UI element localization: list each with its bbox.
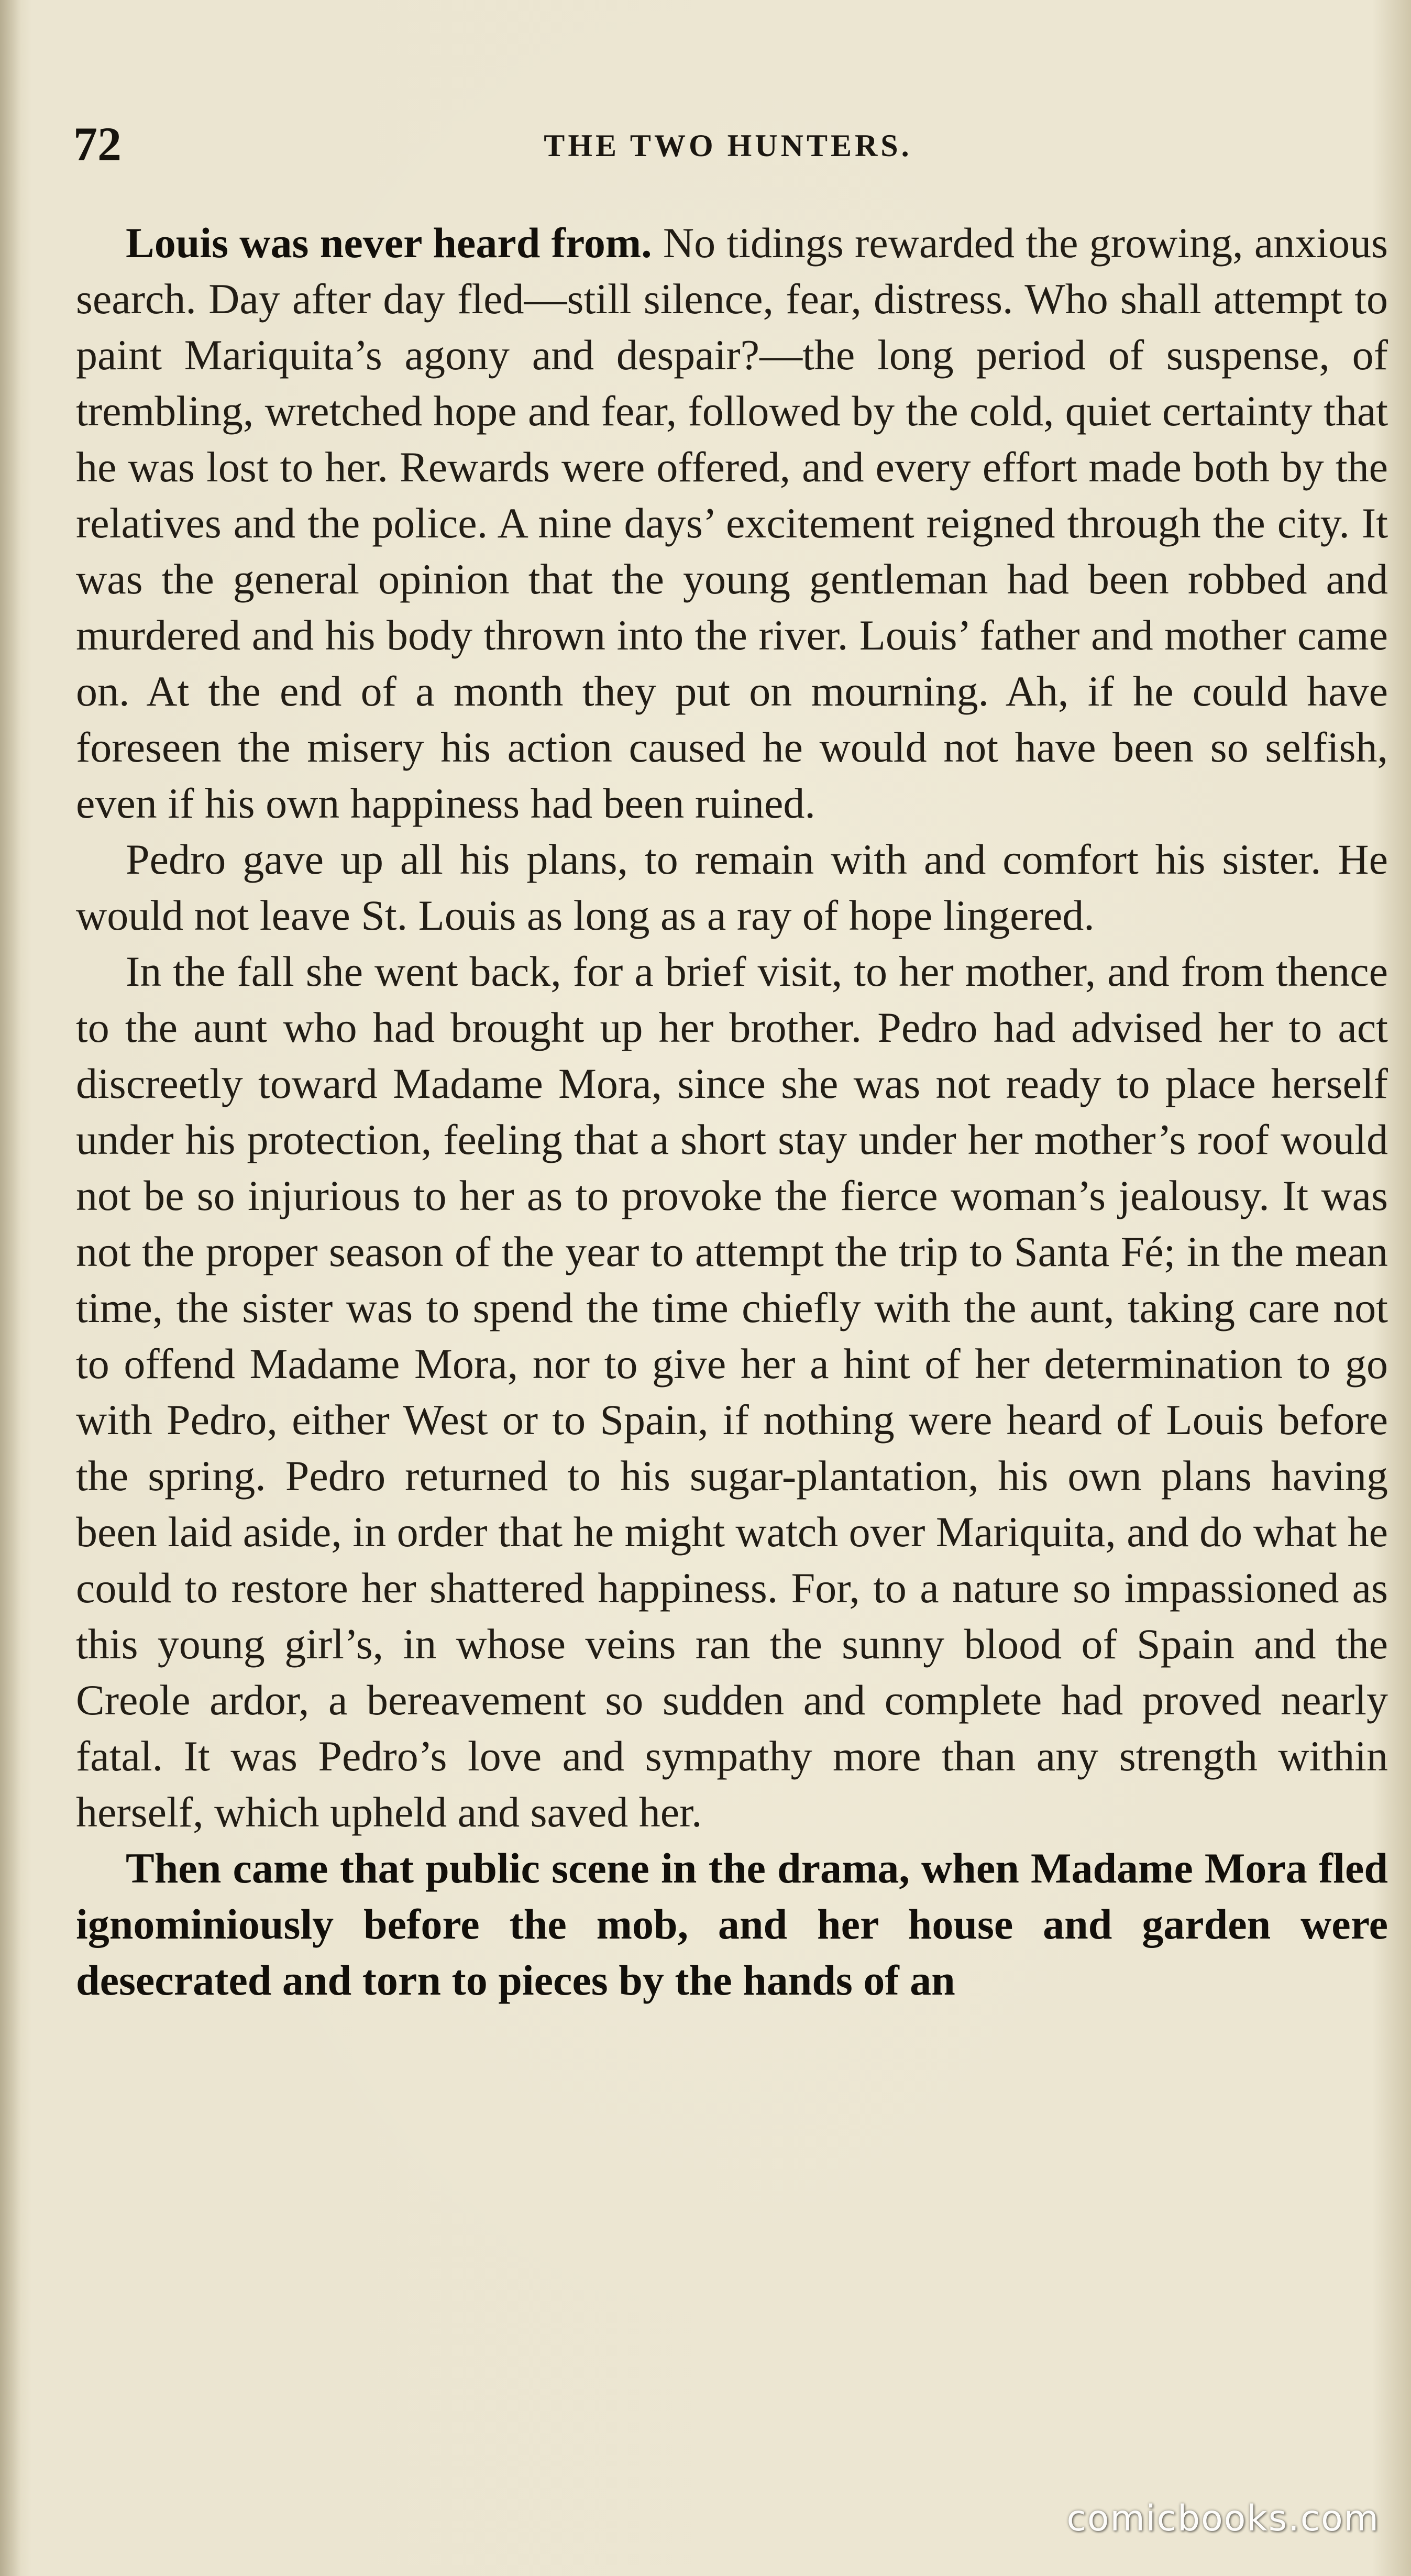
paragraph-2 <box>76 831 1388 943</box>
paragraph-lead: Louis was never heard from. <box>126 219 652 267</box>
paragraph-text: In the fall she went back, for a brief visit, to her mother, and from thence to the aunt who had brought up her brother. Pedro had advised her to act discreetly toward Madame Mora, since she was not ready to place herself under his protection, feeling that a short stay under her mother’s roof would not be so injurious to her as to provoke the fierce woman’s jealousy. It was not the proper season of the year to attempt the trip to Santa Fé; in the mean time, the sister was to spend the time chiefly with the aunt, taking care not to offend Madame Mora, nor to give her a hint of her determination to go with Pedro, either West or to Spain, if nothing were heard of Louis before the spring. Pedro returned to his sugar-plantation, his own plans having been laid aside, in order that he might watch over Mariquita, and do what he could to restore her shattered happiness. For, to a nature so impassioned as this young girl’s, in whose veins ran the sunny blood of Spain and the Creole ardor, a bereavement so sudden and complete had proved nearly fatal. It was Pedro’s love and sympathy more than any strength within herself, which upheld and saved her. <box>76 948 1388 1836</box>
paragraph-4 <box>76 1840 1388 2008</box>
paragraph-text: No tidings rewarded the growing, anxious search. Day after day fled—still silence, fear, distress. Who shall attempt to paint Mariquita’s agony and despair?—the long period of suspense, of trembling, wretched hope and fear, followed by the cold, quiet certainty that he was lost to her. Rewards were offered, and every effort made both by the relatives and the police. A nine days’ excitement reigned through the city. It was the general opinion that the young gentleman had been robbed and murdered and his body thrown into the river. Louis’ father and mother came on. At the end of a month they put on mourning. Ah, if he could have foreseen the misery his action caused he would not have been so selfish, even if his own happiness had been ruined. <box>76 219 1388 827</box>
watermark: comicbooks.com <box>1066 2498 1380 2539</box>
paragraph-1 <box>76 215 1388 831</box>
page-gutter-shadow <box>0 0 21 2576</box>
body-text <box>76 215 1388 2008</box>
page-header <box>73 115 1383 178</box>
running-head: THE TWO HUNTERS. <box>544 128 912 163</box>
paragraph-text: Pedro gave up all his plans, to remain with and comfort his sister. He would not leave St. Louis as long as a ray of hope lingered. <box>76 835 1388 939</box>
paragraph-text: Then came that public scene in the drama, when Madame Mora fled ignominiously before the mob, and her house and garden were desecrated and torn to pieces by the hands of an <box>76 1844 1388 2004</box>
paragraph-3 <box>76 943 1388 1840</box>
page-number: 72 <box>73 117 122 171</box>
